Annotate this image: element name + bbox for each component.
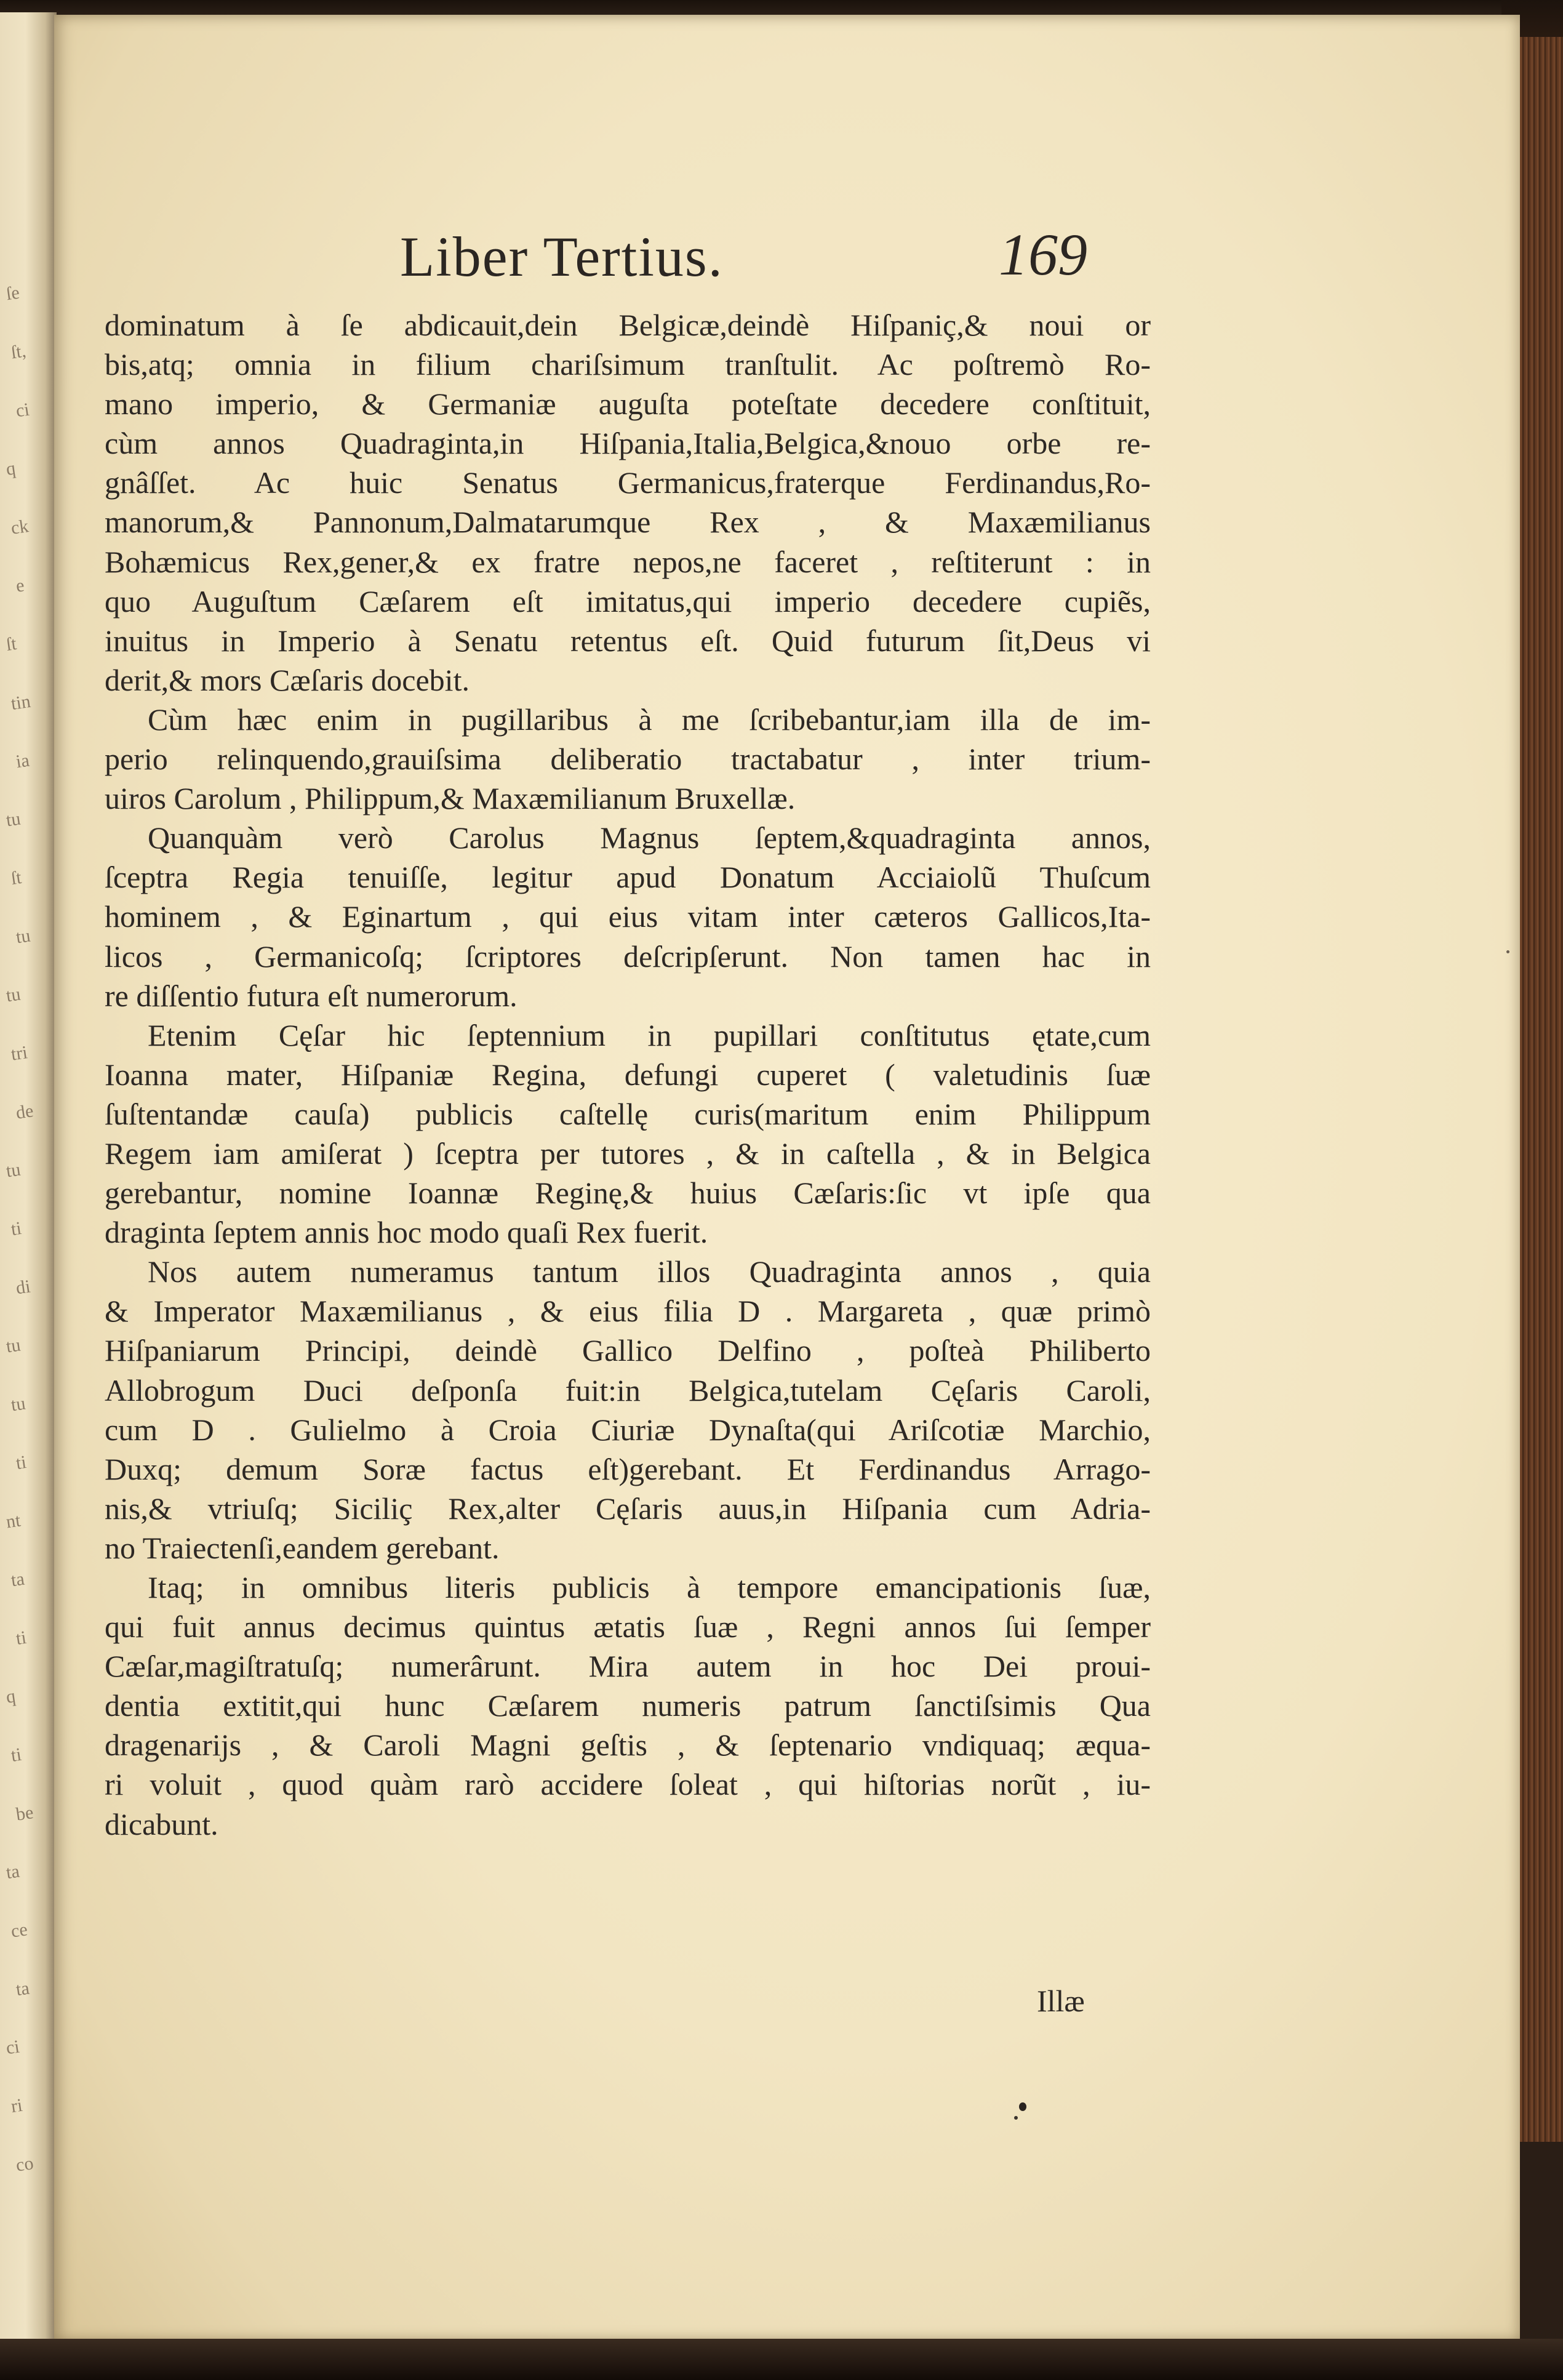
gutter-fragment: ti <box>14 1627 28 1649</box>
text-line: ſuſtentandæ cauſa) publicis caſtellę curis(maritum enim Philippum <box>105 1096 1151 1131</box>
text-line: Hiſpaniarum Principi, deindè Gallico Delfino , poſteà Philiberto <box>105 1333 1151 1368</box>
gutter-fragment: ſt <box>4 633 18 655</box>
text-line: ſceptra Regia tenuiſſe, legitur apud Donatum Acciaiolũ Thuſcum <box>105 860 1151 895</box>
gutter-fragment: tin <box>9 691 32 715</box>
text-line: cum D . Gulielmo à Croia Ciuriæ Dynaſta(qui Ariſcotiæ Marchio, <box>105 1412 1151 1447</box>
catchword: Illæ <box>1037 1984 1085 2018</box>
text-line: mano imperio, & Germaniæ auguſta poteſtate decedere conſtituit, <box>105 387 1151 422</box>
page-fore-edge <box>1514 37 1563 2142</box>
text-line: dentia extitit,qui hunc Cæſarem numeris patrum ſanctiſsimis Qua <box>105 1688 1151 1723</box>
text-line: dragenarijs , & Caroli Magni geſtis , & ſeptenario vndiquaq; æqua- <box>105 1728 1151 1763</box>
gutter-text-fragments <box>2 12 52 2345</box>
text-line: uiros Carolum , Philippum,& Maxæmilianum Bruxellæ. <box>105 781 796 816</box>
text-line: nis,& vtriuſq; Siciliç Rex,alter Cęſaris auus,in Hiſpania cum Adria- <box>105 1491 1151 1526</box>
text-line: dicabunt. <box>105 1806 218 1841</box>
gutter-fragment: tu <box>4 1334 22 1357</box>
running-title: Liber Tertius. <box>400 225 724 288</box>
text-line: Itaq; in omnibus literis publicis à tempore emancipationis ſuæ, <box>148 1570 1151 1605</box>
text-line: Bohæmicus Rex,gener,& ex fratre nepos,ne faceret , reſtiterunt : in <box>105 544 1151 579</box>
gutter-fragment: ri <box>9 2094 24 2117</box>
text-line: Ioanna mater, Hiſpaniæ Regina, defungi cuperet ( valetudinis ſuæ <box>105 1057 1151 1092</box>
text-line: Regem iam amiſerat ) ſceptra per tutores , & in caſtella , & in Belgica <box>105 1136 1151 1171</box>
ink-spot-small <box>1014 2116 1018 2120</box>
gutter-fragment: ta <box>9 1568 26 1591</box>
gutter-fragment: nt <box>4 1510 22 1533</box>
gutter-fragment: tri <box>9 1042 29 1065</box>
text-line: Cæſar,magiſtratuſq; numerârunt. Mira autem in hoc Dei proui- <box>105 1649 1151 1684</box>
text-line: dominatum à ſe abdicauit,dein Belgicæ,deindè Hiſpaniç,& noui or <box>105 308 1151 342</box>
gutter-fragment: ce <box>9 1919 29 1942</box>
text-line: perio relinquendo,grauiſsima deliberatio tractabatur , inter trium- <box>105 742 1151 777</box>
gutter-fragment: tu <box>4 1159 22 1182</box>
gutter-fragment: ti <box>9 1744 23 1766</box>
text-line: ri voluit , quod quàm rarò accidere ſoleat , qui hiſtorias norũt , iu- <box>105 1767 1151 1802</box>
text-line: bis,atq; omnia in filium chariſsimum tranſtulit. Ac poſtremò Ro- <box>105 347 1151 382</box>
facing-page-gutter <box>0 12 57 2345</box>
bottom-backdrop <box>0 2339 1563 2380</box>
gutter-fragment: de <box>14 1100 35 1123</box>
book-page <box>54 15 1520 2341</box>
text-line: hominem , & Eginartum , qui eius vitam inter cæteros Gallicos,Ita- <box>105 899 1151 934</box>
gutter-fragment: ſt, <box>9 340 28 363</box>
text-line: quo Auguſtum Cæſarem eſt imitatus,qui imperio decedere cupiẽs, <box>105 583 1151 619</box>
gutter-fragment: ci <box>14 399 31 422</box>
text-line: re diſſentio futura eſt numerorum. <box>105 978 518 1013</box>
text-line: no Traiectenſi,eandem gerebant. <box>105 1530 500 1565</box>
page-header <box>54 224 1520 298</box>
text-line: licos , Germanicoſq; ſcriptores deſcripſerunt. Non tamen hac in <box>105 939 1151 974</box>
gutter-fragment: ta <box>4 1861 21 1883</box>
gutter-fragment: ta <box>14 1977 31 2000</box>
gutter-fragment: be <box>14 1802 35 1825</box>
text-line: derit,& mors Cæſaris docebit. <box>105 662 470 697</box>
text-line: draginta ſeptem annis hoc modo quaſi Rex fuerit. <box>105 1215 708 1250</box>
gutter-fragment: tu <box>4 984 22 1006</box>
gutter-fragment: ia <box>14 750 31 772</box>
text-line: Cùm hæc enim in pugillaribus à me ſcribebantur,iam illa de im- <box>148 702 1151 737</box>
text-line: Etenim Cęſar hic ſeptennium in pupillari conſtitutus ętate,cum <box>148 1017 1151 1052</box>
text-line: inuitus in Imperio à Senatu retentus eſt. Quid futurum ſit,Deus vi <box>105 623 1151 658</box>
gutter-fragment: di <box>14 1276 32 1299</box>
gutter-fragment: ck <box>9 516 30 539</box>
gutter-fragment: co <box>14 2153 35 2176</box>
text-line: Quanquàm verò Carolus Magnus ſeptem,&quadraginta annos, <box>148 820 1151 855</box>
text-line: Nos autem numeramus tantum illos Quadraginta annos , quia <box>148 1254 1151 1289</box>
text-line: gnâſſet. Ac huic Senatus Germanicus,fraterque Ferdinandus,Ro- <box>105 465 1151 500</box>
gutter-fragment: tu <box>14 925 32 948</box>
text-line: cùm annos Quadraginta,in Hiſpania,Italia,Belgica,&nouo orbe re- <box>105 426 1151 461</box>
gutter-fragment: tu <box>9 1393 27 1416</box>
gutter-fragment: e <box>14 575 26 596</box>
gutter-fragment: q <box>4 458 17 479</box>
gutter-fragment: ti <box>9 1218 23 1240</box>
text-line: & Imperator Maxæmilianus , & eius filia D . Margareta , quæ primò <box>105 1294 1151 1329</box>
gutter-fragment: ſe <box>4 282 21 305</box>
text-line: qui fuit annus decimus quintus ætatis ſuæ , Regni annos ſui ſemper <box>105 1609 1151 1645</box>
gutter-fragment: tu <box>4 808 22 831</box>
ink-dot <box>1506 950 1509 953</box>
text-line: manorum,& Pannonum,Dalmatarumque Rex , & Maxæmilianus <box>105 505 1151 540</box>
page-number: 169 <box>999 222 1087 287</box>
text-line: Duxq; demum Soræ factus eſt)gerebant. Et Ferdinandus Arrago- <box>105 1451 1151 1486</box>
body-text <box>105 305 1151 1844</box>
gutter-fragment: ci <box>4 2036 21 2059</box>
gutter-fragment: ti <box>14 1452 28 1474</box>
gutter-fragment: ſt <box>9 867 23 889</box>
text-line: Allobrogum Duci deſponſa fuit:in Belgica,tutelam Cęſaris Caroli, <box>105 1372 1151 1408</box>
gutter-fragment: q <box>4 1686 17 1707</box>
text-line: gerebantur, nomine Ioannæ Reginę,& huius Cæſaris:ſic vt ipſe qua <box>105 1176 1151 1211</box>
ink-spot <box>1019 2102 1026 2111</box>
